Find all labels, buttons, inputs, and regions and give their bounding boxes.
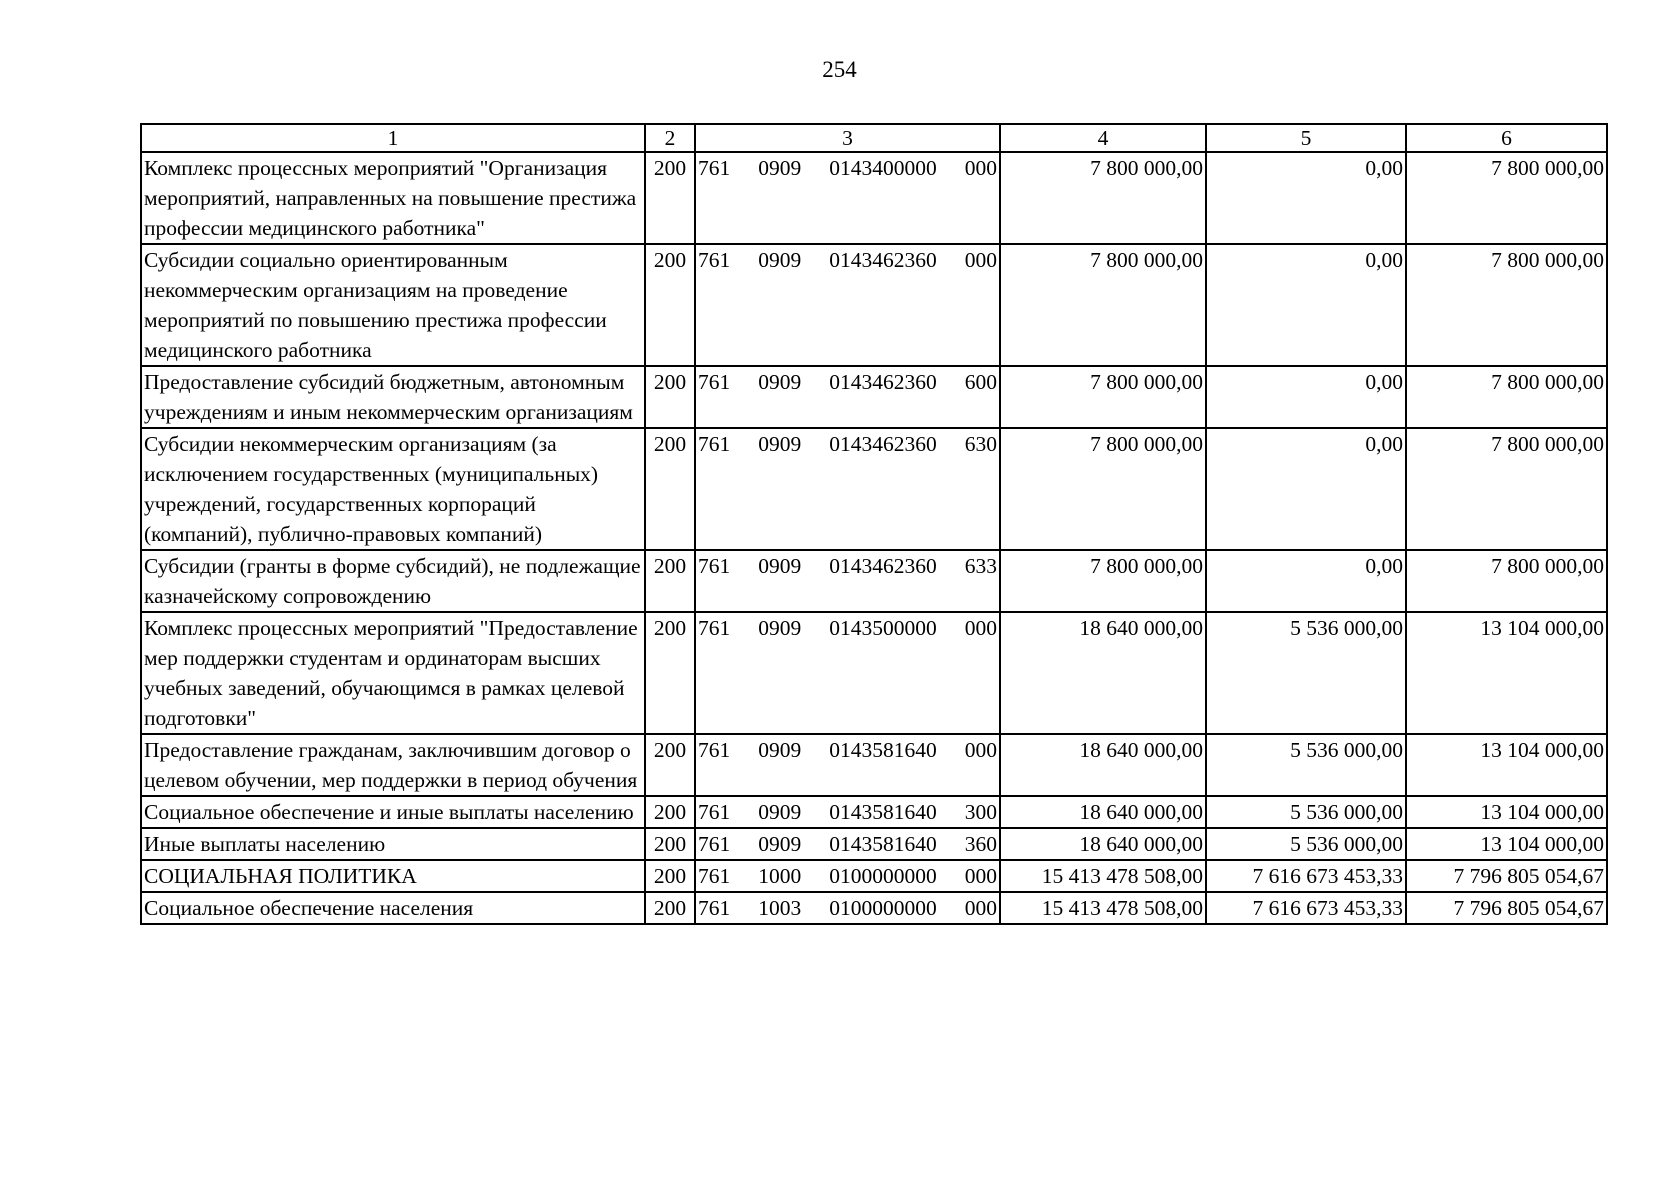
expense-type-code: 000 bbox=[964, 864, 997, 888]
amount-col-4: 7 800 000,00 bbox=[1000, 244, 1206, 366]
section-code: 0909 bbox=[758, 432, 802, 456]
row-name: Предоставление субсидий бюджетным, автономным учреждениям и иным некоммерческим организациям bbox=[141, 366, 645, 428]
table-row bbox=[141, 892, 1607, 924]
expense-type-code: 000 bbox=[964, 248, 997, 272]
amount-col-5: 0,00 bbox=[1206, 550, 1406, 612]
admin-code: 200 bbox=[645, 612, 695, 734]
row-name: Субсидии некоммерческим организациям (за исключением государственных (муниципальных) учреждений, государственных корпораций (компаний), публично-правовых компаний) bbox=[141, 428, 645, 550]
amount-col-5: 0,00 bbox=[1206, 366, 1406, 428]
admin-code: 200 bbox=[645, 428, 695, 550]
expense-type-code: 000 bbox=[964, 156, 997, 180]
expense-type-code: 000 bbox=[964, 738, 997, 762]
ministry-code: 761 bbox=[698, 248, 731, 272]
admin-code: 200 bbox=[645, 152, 695, 244]
admin-code: 200 bbox=[645, 550, 695, 612]
amount-col-6: 7 796 805 054,67 bbox=[1406, 892, 1607, 924]
budget-classification-code bbox=[695, 892, 1000, 924]
table-row bbox=[141, 796, 1607, 828]
target-article-code: 0143581640 bbox=[829, 832, 937, 856]
table-row bbox=[141, 152, 1607, 244]
target-article-code: 0143500000 bbox=[829, 616, 937, 640]
ministry-code: 761 bbox=[698, 156, 731, 180]
amount-col-4: 18 640 000,00 bbox=[1000, 612, 1206, 734]
row-name: Предоставление гражданам, заключившим договор о целевом обучении, мер поддержки в период обучения bbox=[141, 734, 645, 796]
section-code: 1003 bbox=[758, 896, 802, 920]
expense-type-code: 000 bbox=[964, 896, 997, 920]
amount-col-6: 7 800 000,00 bbox=[1406, 366, 1607, 428]
ministry-code: 761 bbox=[698, 896, 731, 920]
budget-classification-code bbox=[695, 612, 1000, 734]
column-header: 5 bbox=[1206, 124, 1406, 152]
amount-col-5: 0,00 bbox=[1206, 244, 1406, 366]
admin-code: 200 bbox=[645, 366, 695, 428]
amount-col-6: 13 104 000,00 bbox=[1406, 796, 1607, 828]
budget-classification-code bbox=[695, 796, 1000, 828]
budget-classification-code bbox=[695, 428, 1000, 550]
column-header: 3 bbox=[695, 124, 1000, 152]
expense-type-code: 600 bbox=[964, 370, 997, 394]
target-article-code: 0143581640 bbox=[829, 800, 937, 824]
budget-classification-code bbox=[695, 860, 1000, 892]
budget-classification-code bbox=[695, 550, 1000, 612]
column-header: 6 bbox=[1406, 124, 1607, 152]
amount-col-5: 5 536 000,00 bbox=[1206, 612, 1406, 734]
amount-col-4: 18 640 000,00 bbox=[1000, 796, 1206, 828]
amount-col-6: 13 104 000,00 bbox=[1406, 612, 1607, 734]
target-article-code: 0143400000 bbox=[829, 156, 937, 180]
row-name: Комплекс процессных мероприятий "Организация мероприятий, направленных на повышение престижа профессии медицинского работника" bbox=[141, 152, 645, 244]
table-header-row bbox=[141, 124, 1607, 152]
target-article-code: 0143462360 bbox=[829, 554, 937, 578]
amount-col-4: 7 800 000,00 bbox=[1000, 428, 1206, 550]
row-name: Иные выплаты населению bbox=[141, 828, 645, 860]
amount-col-4: 7 800 000,00 bbox=[1000, 550, 1206, 612]
row-name: СОЦИАЛЬНАЯ ПОЛИТИКА bbox=[141, 860, 645, 892]
amount-col-6: 7 796 805 054,67 bbox=[1406, 860, 1607, 892]
amount-col-5: 0,00 bbox=[1206, 428, 1406, 550]
target-article-code: 0143462360 bbox=[829, 370, 937, 394]
amount-col-5: 5 536 000,00 bbox=[1206, 734, 1406, 796]
admin-code: 200 bbox=[645, 860, 695, 892]
section-code: 0909 bbox=[758, 738, 802, 762]
budget-classification-code bbox=[695, 734, 1000, 796]
expense-type-code: 633 bbox=[964, 554, 997, 578]
admin-code: 200 bbox=[645, 796, 695, 828]
amount-col-6: 7 800 000,00 bbox=[1406, 550, 1607, 612]
amount-col-5: 7 616 673 453,33 bbox=[1206, 892, 1406, 924]
table-row bbox=[141, 734, 1607, 796]
table-row bbox=[141, 860, 1607, 892]
column-header: 2 bbox=[645, 124, 695, 152]
page-number: 254 bbox=[822, 57, 857, 82]
expense-type-code: 000 bbox=[964, 616, 997, 640]
section-code: 0909 bbox=[758, 554, 802, 578]
section-code: 1000 bbox=[758, 864, 802, 888]
ministry-code: 761 bbox=[698, 370, 731, 394]
target-article-code: 0143462360 bbox=[829, 432, 937, 456]
target-article-code: 0143462360 bbox=[829, 248, 937, 272]
section-code: 0909 bbox=[758, 832, 802, 856]
target-article-code: 0143581640 bbox=[829, 738, 937, 762]
amount-col-6: 7 800 000,00 bbox=[1406, 244, 1607, 366]
admin-code: 200 bbox=[645, 244, 695, 366]
amount-col-6: 7 800 000,00 bbox=[1406, 428, 1607, 550]
row-name: Субсидии социально ориентированным некоммерческим организациям на проведение мероприятий по повышению престижа профессии медицинского работника bbox=[141, 244, 645, 366]
table-row bbox=[141, 366, 1607, 428]
ministry-code: 761 bbox=[698, 832, 731, 856]
table-row bbox=[141, 244, 1607, 366]
ministry-code: 761 bbox=[698, 554, 731, 578]
ministry-code: 761 bbox=[698, 864, 731, 888]
column-header: 1 bbox=[141, 124, 645, 152]
section-code: 0909 bbox=[758, 800, 802, 824]
amount-col-4: 7 800 000,00 bbox=[1000, 152, 1206, 244]
budget-classification-code bbox=[695, 828, 1000, 860]
budget-table bbox=[140, 123, 1608, 925]
amount-col-4: 18 640 000,00 bbox=[1000, 734, 1206, 796]
table-row bbox=[141, 428, 1607, 550]
row-name: Комплекс процессных мероприятий "Предоставление мер поддержки студентам и ординаторам высших учебных заведений, обучающимся в рамках целевой подготовки" bbox=[141, 612, 645, 734]
row-name: Субсидии (гранты в форме субсидий), не подлежащие казначейскому сопровождению bbox=[141, 550, 645, 612]
amount-col-5: 5 536 000,00 bbox=[1206, 828, 1406, 860]
expense-type-code: 300 bbox=[964, 800, 997, 824]
admin-code: 200 bbox=[645, 892, 695, 924]
table-row bbox=[141, 612, 1607, 734]
ministry-code: 761 bbox=[698, 432, 731, 456]
expense-type-code: 360 bbox=[964, 832, 997, 856]
amount-col-4: 15 413 478 508,00 bbox=[1000, 860, 1206, 892]
amount-col-6: 13 104 000,00 bbox=[1406, 734, 1607, 796]
ministry-code: 761 bbox=[698, 738, 731, 762]
section-code: 0909 bbox=[758, 370, 802, 394]
amount-col-6: 13 104 000,00 bbox=[1406, 828, 1607, 860]
admin-code: 200 bbox=[645, 734, 695, 796]
amount-col-4: 18 640 000,00 bbox=[1000, 828, 1206, 860]
budget-classification-code bbox=[695, 366, 1000, 428]
table-row bbox=[141, 550, 1607, 612]
amount-col-5: 0,00 bbox=[1206, 152, 1406, 244]
target-article-code: 0100000000 bbox=[829, 864, 937, 888]
amount-col-4: 7 800 000,00 bbox=[1000, 366, 1206, 428]
ministry-code: 761 bbox=[698, 616, 731, 640]
table-row bbox=[141, 828, 1607, 860]
target-article-code: 0100000000 bbox=[829, 896, 937, 920]
section-code: 0909 bbox=[758, 616, 802, 640]
section-code: 0909 bbox=[758, 248, 802, 272]
row-name: Социальное обеспечение и иные выплаты населению bbox=[141, 796, 645, 828]
admin-code: 200 bbox=[645, 828, 695, 860]
amount-col-4: 15 413 478 508,00 bbox=[1000, 892, 1206, 924]
expense-type-code: 630 bbox=[964, 432, 997, 456]
budget-classification-code bbox=[695, 152, 1000, 244]
section-code: 0909 bbox=[758, 156, 802, 180]
amount-col-6: 7 800 000,00 bbox=[1406, 152, 1607, 244]
amount-col-5: 5 536 000,00 bbox=[1206, 796, 1406, 828]
row-name: Социальное обеспечение населения bbox=[141, 892, 645, 924]
budget-classification-code bbox=[695, 244, 1000, 366]
amount-col-5: 7 616 673 453,33 bbox=[1206, 860, 1406, 892]
ministry-code: 761 bbox=[698, 800, 731, 824]
column-header: 4 bbox=[1000, 124, 1206, 152]
